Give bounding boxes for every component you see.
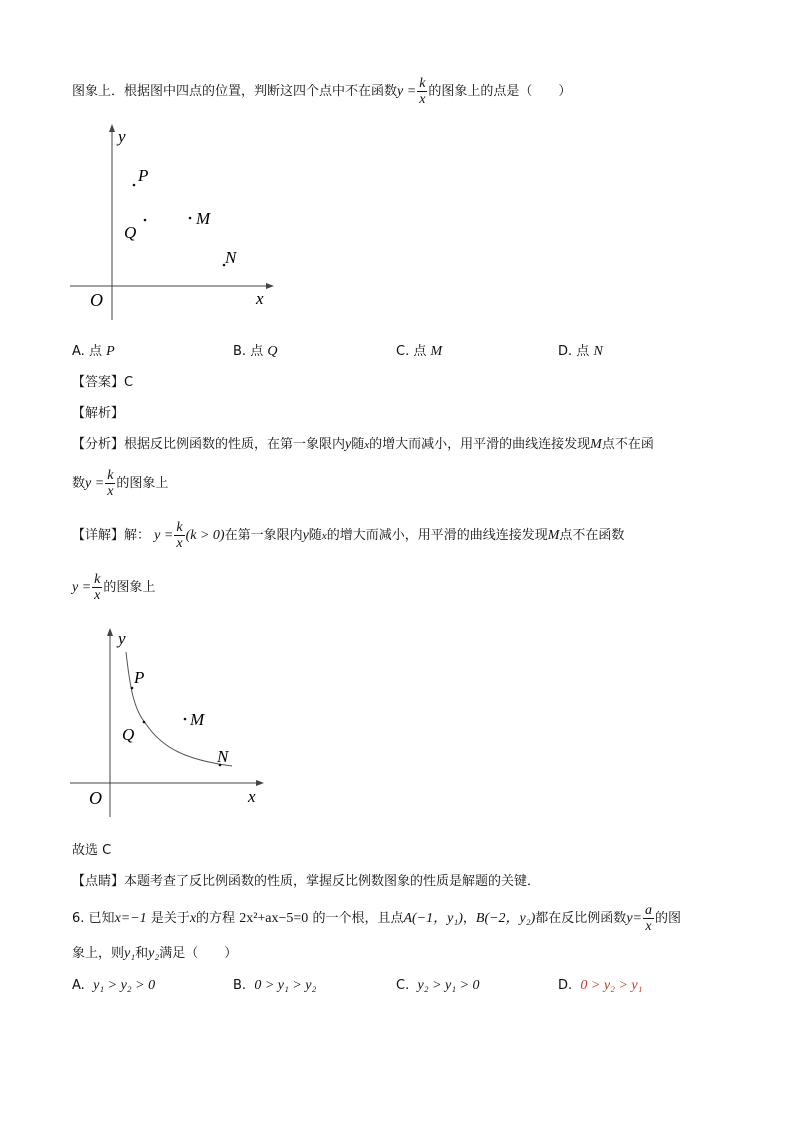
x-arrow-icon <box>256 780 264 786</box>
y-arrow-icon <box>109 124 115 132</box>
fenxi-line-2: 数y = $\frac{k}{x}$ 的图象上 <box>72 468 169 499</box>
q6-line-2: 象上，则y₁和y₂满足（ ） <box>72 946 238 961</box>
y-label: y <box>118 629 126 648</box>
origin-label: O <box>90 290 103 310</box>
q6-line-1: 6. 已知x=−1 是关于x的方程 2x²+ax−5=0 的一个根，且点A(−1，y₁)，B(−2，y₂)都在反比例函数y= $\frac{a}{x}$ 的图 <box>72 903 681 934</box>
answer-line: 【答案】C <box>72 375 134 390</box>
q6-option-b: B. 0 > y₁ > y₂ <box>233 978 317 993</box>
y-arrow-icon <box>107 628 113 636</box>
intro-line: 图象上．根据图中四点的位置，判断这四个点中不在函数y = $\frac{k}{x}$ 的图象上的点是（ ） <box>72 76 572 107</box>
point-m <box>184 718 187 721</box>
guxuan-line: 故选 C <box>72 843 112 858</box>
q6-option-a: A. y₁ > y₂ > 0 <box>72 978 156 993</box>
xiangjie-line-2: y = $\frac{k}{x}$ 的图象上 <box>72 572 156 603</box>
x-label: x <box>248 787 256 806</box>
point-label: P <box>138 166 149 185</box>
fenxi-line-1: 【分析】根据反比例函数的性质，在第一象限内y随x的增大而减小，用平滑的曲线连接发现M点不在函 <box>72 437 654 452</box>
origin-label: O <box>89 788 102 808</box>
point-p <box>131 687 134 690</box>
option-b: B. 点 Q <box>233 344 278 359</box>
option-d: D. 点 N <box>558 344 603 359</box>
point-p <box>133 184 136 187</box>
point-label: M <box>190 710 205 729</box>
q6-option-c: C. y₂ > y₁ > 0 <box>396 978 480 993</box>
option-c: C. 点 M <box>396 344 443 359</box>
xiangjie-line-1: 【详解】解： y = $\frac{k}{x}$ (k > 0)在第一象限内y随x的增大而减小，用平滑的曲线连接发现M点不在函数 <box>72 520 625 551</box>
dianjing-line: 【点睛】本题考查了反比例函数的性质，掌握反比例数图象的性质是解题的关键． <box>72 874 541 889</box>
point-q <box>143 721 146 724</box>
point-label: N <box>225 248 237 267</box>
point-label: N <box>217 747 229 766</box>
q6-option-d: D. 0 > y₂ > y₁ <box>558 978 643 993</box>
point-m <box>189 217 192 220</box>
jiexi-line: 【解析】 <box>72 406 125 421</box>
figure-1 <box>66 120 276 325</box>
x-arrow-icon <box>266 283 274 289</box>
fraction: $\frac{k}{x}$ <box>419 76 426 107</box>
y-label: y <box>118 127 126 146</box>
point-label: M <box>196 209 211 228</box>
point-label: Q <box>124 223 137 242</box>
figure-2 <box>66 622 276 822</box>
point-label: Q <box>122 725 135 744</box>
option-a: A. 点 P <box>72 344 115 359</box>
point-label: P <box>134 668 145 687</box>
x-label: x <box>256 289 264 308</box>
point-q <box>144 219 147 222</box>
